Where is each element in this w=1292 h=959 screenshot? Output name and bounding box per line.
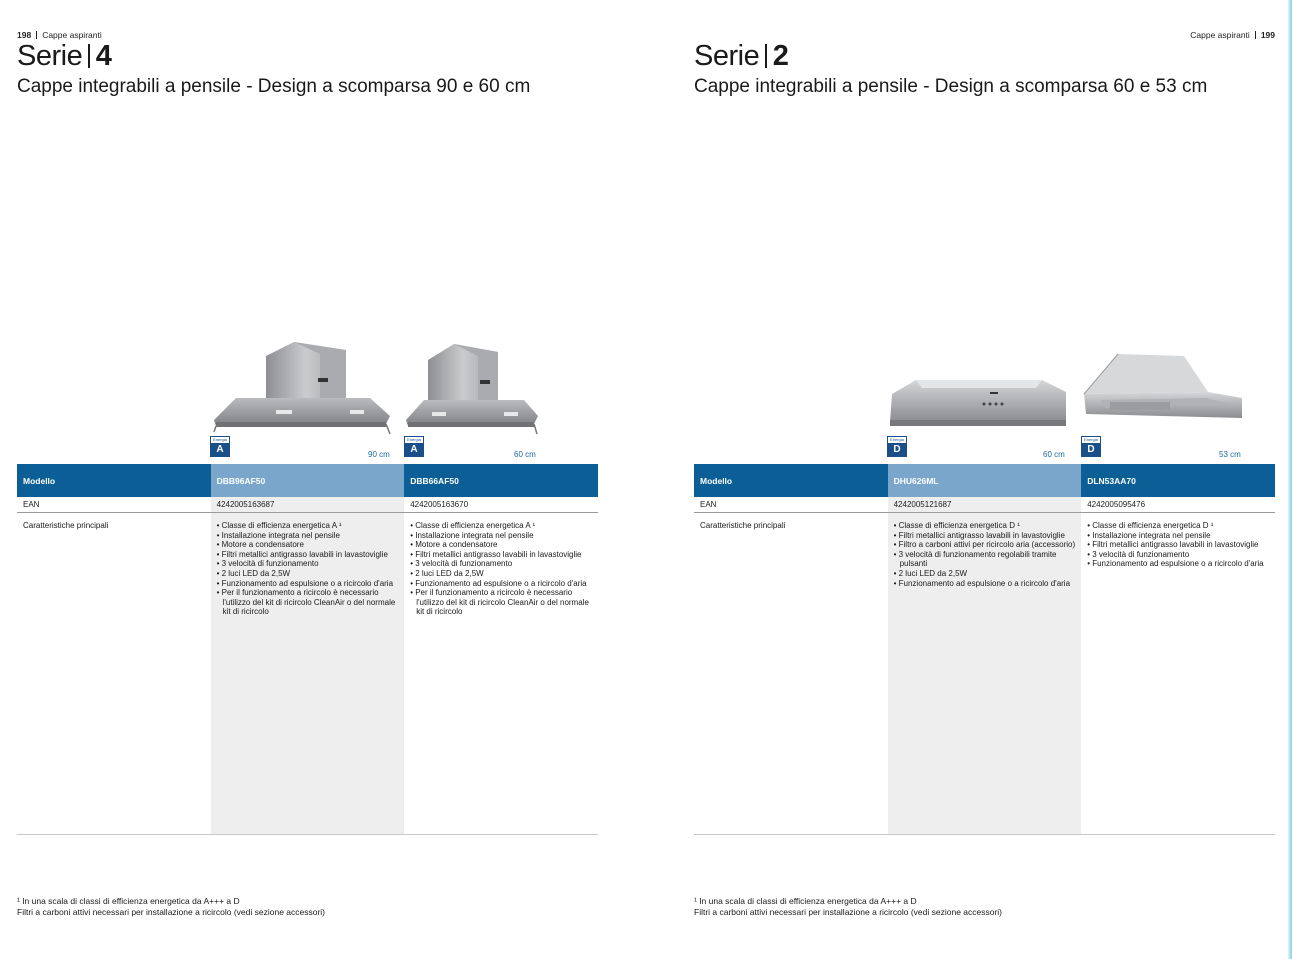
list-item: • Classe di efficienza energetica D ¹ [1087, 521, 1269, 531]
features-cell [211, 513, 405, 834]
table-cell: 4242005095476 [1087, 500, 1146, 509]
feature-list [1087, 521, 1269, 569]
page-header [1190, 30, 1275, 40]
page-subtitle: Cappe integrabili a pensile - Design a scomparsa 90 e 60 cm [17, 76, 531, 97]
product-image-dln53aa70 [1080, 352, 1246, 424]
features-cell [888, 513, 1082, 834]
table-row-features [694, 513, 1275, 835]
right-page [646, 0, 1292, 959]
list-item: • 3 velocità di funzionamento [410, 559, 592, 569]
header-cell: DHU626ML [888, 464, 1082, 497]
list-item: • Motore a condensatore [410, 540, 592, 550]
serie-title: Serie 2 [694, 40, 789, 72]
table-cell: EAN [23, 500, 40, 509]
page-edge-accent [1288, 0, 1292, 959]
energy-label-icon: Energia A [404, 436, 424, 457]
list-item: • Per il funzionamento a ricircolo è necessario l'utilizzo del kit di ricircolo CleanAir o del normale kit di ricircolo [410, 588, 592, 617]
list-item: • 2 luci LED da 2,5W [410, 569, 592, 579]
list-item: • Filtri metallici antigrasso lavabili in lavastoviglie [1087, 540, 1269, 550]
table-cell: 4242005163687 [211, 497, 405, 512]
list-item: • 3 velocità di funzionamento regolabili tramite pulsanti [894, 550, 1076, 569]
product-size: 60 cm [514, 450, 536, 459]
energy-label-icon: Energia A [210, 436, 230, 457]
list-item: • Funzionamento ad espulsione o a ricircolo d'aria [894, 579, 1076, 589]
list-item: • Classe di efficienza energetica A ¹ [217, 521, 399, 531]
table-row-features [17, 513, 598, 835]
features-cell [1081, 513, 1275, 834]
header-cell: Modello [23, 476, 56, 486]
list-item: • Filtro a carboni attivi per ricircolo aria (accessorio) [894, 540, 1076, 550]
product-image-dbb96af50 [210, 338, 392, 436]
product-size: 60 cm [1043, 450, 1065, 459]
list-item: • Funzionamento ad espulsione o a ricircolo d'aria [1087, 559, 1269, 569]
product-size: 90 cm [368, 450, 390, 459]
feature-list [894, 521, 1076, 588]
section-title: Cappe aspiranti [1190, 30, 1250, 40]
table-row-ean [694, 497, 1275, 513]
footnote: ¹ In una scala di classi di efficienza energetica da A+++ a D Filtri a carboni attivi necessari per installazione a ricircolo (vedi sezione accessori) [17, 896, 326, 917]
list-item: • Installazione integrata nel pensile [1087, 531, 1269, 541]
spec-table [694, 464, 1275, 835]
product-image-dbb66af50 [404, 340, 540, 436]
list-item: • Per il funzionamento a ricircolo è necessario l'utilizzo del kit di ricircolo CleanAir o del normale kit di ricircolo [217, 588, 399, 617]
table-cell: Caratteristiche principali [700, 521, 786, 530]
footnote: ¹ In una scala di classi di efficienza energetica da A+++ a D Filtri a carboni attivi necessari per installazione a ricircolo (vedi sezione accessori) [694, 896, 1003, 917]
product-image-dhu626ml [886, 376, 1068, 432]
page-header [17, 30, 102, 40]
section-title: Cappe aspiranti [42, 30, 102, 40]
page-subtitle: Cappe integrabili a pensile - Design a scomparsa 60 e 53 cm [694, 76, 1208, 97]
feature-list [410, 521, 592, 617]
table-cell: Caratteristiche principali [23, 521, 109, 530]
page-number: 198 [17, 30, 32, 40]
header-cell: Modello [700, 476, 733, 486]
list-item: • 2 luci LED da 2,5W [894, 569, 1076, 579]
list-item: • 2 luci LED da 2,5W [217, 569, 399, 579]
header-cell: DLN53AA70 [1087, 476, 1136, 486]
list-item: • Filtri metallici antigrasso lavabili in lavastoviglie [894, 531, 1076, 541]
list-item: • Funzionamento ad espulsione o a ricircolo d'aria [410, 579, 592, 589]
list-item: • Classe di efficienza energetica D ¹ [894, 521, 1076, 531]
list-item: • Classe di efficienza energetica A ¹ [410, 521, 592, 531]
table-header [694, 464, 1275, 497]
header-cell: DBB66AF50 [410, 476, 459, 486]
product-size: 53 cm [1219, 450, 1241, 459]
list-item: • 3 velocità di funzionamento [217, 559, 399, 569]
list-item: • Filtri metallici antigrasso lavabili in lavastoviglie [410, 550, 592, 560]
energy-label-icon: Energia D [887, 436, 907, 457]
page-number: 199 [1260, 30, 1275, 40]
table-header [17, 464, 598, 497]
list-item: • Funzionamento ad espulsione o a ricircolo d'aria [217, 579, 399, 589]
table-cell: 4242005163670 [410, 500, 469, 509]
energy-label-icon: Energia D [1081, 436, 1101, 457]
list-item: • Installazione integrata nel pensile [410, 531, 592, 541]
spec-table [17, 464, 598, 835]
list-item: • Motore a condensatore [217, 540, 399, 550]
header-cell: DBB96AF50 [211, 464, 405, 497]
feature-list [217, 521, 399, 617]
features-cell [404, 513, 598, 834]
table-row-ean [17, 497, 598, 513]
list-item: • Installazione integrata nel pensile [217, 531, 399, 541]
table-cell: EAN [700, 500, 717, 509]
table-cell: 4242005121687 [888, 497, 1082, 512]
list-item: • Filtri metallici antigrasso lavabili in lavastoviglie [217, 550, 399, 560]
list-item: • 3 velocità di funzionamento [1087, 550, 1269, 560]
serie-title: Serie 4 [17, 40, 112, 72]
